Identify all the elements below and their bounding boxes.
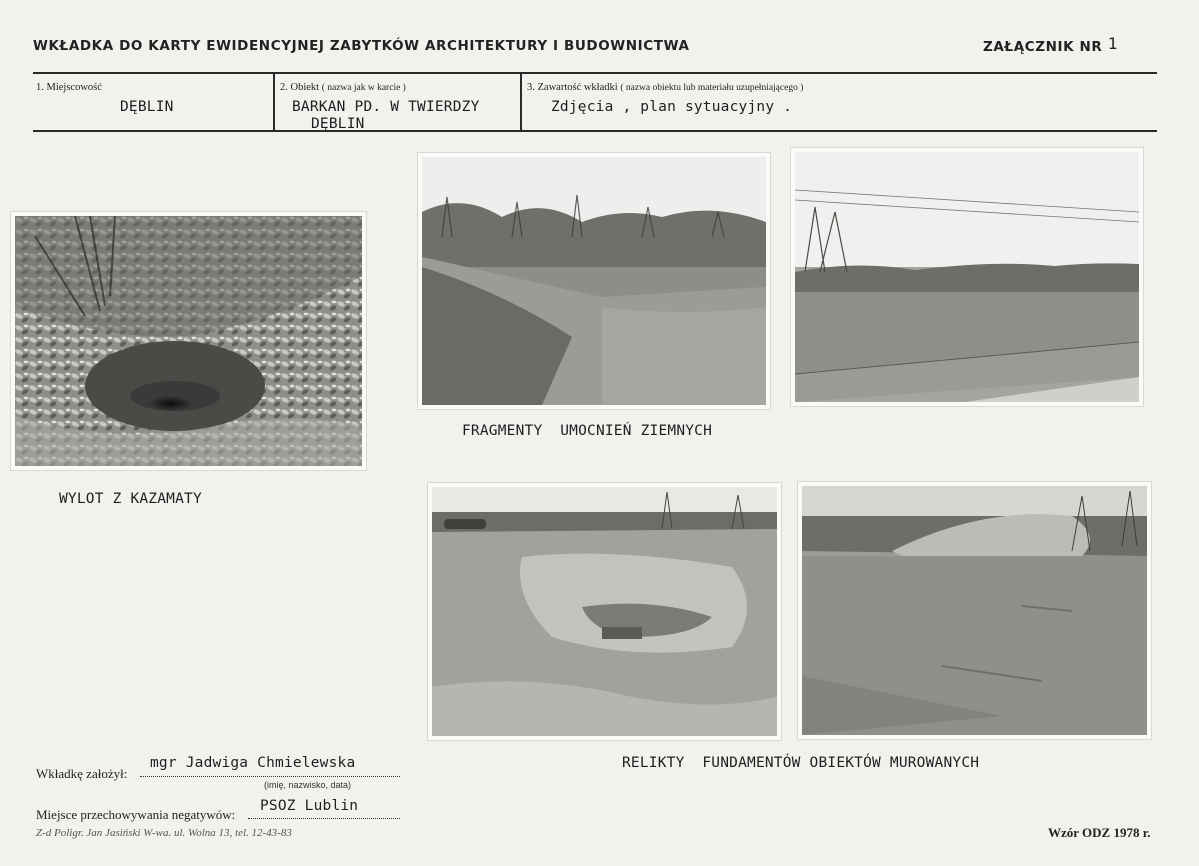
annex-label (983, 36, 1118, 55)
object-label-note: ( nazwa jak w karcie ) (321, 83, 406, 93)
object-value-line2: DĘBLIN (311, 116, 365, 132)
annex-text: ZAŁĄCZNIK NR (983, 39, 1103, 55)
table-bottom-rule (33, 130, 1157, 132)
foundations-2-image (802, 486, 1147, 735)
casemate-exit-image (15, 216, 362, 466)
locality-label: 1. Miejscowość (36, 82, 102, 93)
caption-casemate-exit: WYLOT Z KAZAMATY (59, 491, 202, 507)
caption-earthworks: FRAGMENTY UMOCNIEŃ ZIEMNYCH (462, 423, 713, 439)
foundations-1-image (432, 487, 777, 736)
caption-foundations: RELIKTY FUNDAMENTÓW OBIEKTÓW MUROWANYCH (622, 755, 980, 771)
annex-number: 1 (1107, 34, 1118, 53)
column-divider-2 (520, 74, 522, 130)
object-value-line1: BARKAN PD. W TWIERDZY (292, 99, 480, 115)
photo-foundations-2 (798, 482, 1151, 739)
earthworks-1-image (422, 157, 766, 405)
created-by-value: mgr Jadwiga Chmielewska (150, 755, 356, 771)
photo-earthworks-1 (418, 153, 770, 409)
printer-imprint: Z-d Poligr. Jan Jasiński W-wa. ul. Wolna 13, tel. 12-43-83 (36, 827, 292, 839)
form-version: Wzór ODZ 1978 r. (1048, 825, 1151, 840)
document-title: WKŁADKA DO KARTY EWIDENCYJNEJ ZABYTKÓW ARCHITEKTURY I BUDOWNICTWA (33, 38, 690, 54)
contents-label-note: ( nazwa obiektu lub materiału uzupełniającego ) (620, 83, 804, 93)
column-divider-1 (273, 74, 275, 130)
photo-foundations-1 (428, 483, 781, 740)
table-top-rule (33, 72, 1157, 74)
contents-label (527, 82, 803, 93)
negatives-value: PSOZ Lublin (260, 798, 359, 814)
photo-earthworks-2 (791, 148, 1143, 406)
locality-value: DĘBLIN (120, 99, 174, 115)
created-by-dotted-line (140, 776, 400, 777)
object-label-text: 2. Obiekt (280, 82, 320, 93)
contents-label-text: 3. Zawartość wkładki (527, 82, 618, 93)
object-label (280, 82, 406, 93)
negatives-label: Miejsce przechowywania negatywów: (36, 807, 236, 822)
contents-value: Zdjęcia , plan sytuacyjny . (551, 99, 793, 115)
negatives-dotted-line (248, 818, 400, 819)
created-by-label: Wkładkę założył: (36, 766, 128, 781)
earthworks-2-image (795, 152, 1139, 402)
created-by-note: (imię, nazwisko, data) (264, 780, 352, 790)
photo-casemate-exit (11, 212, 366, 470)
